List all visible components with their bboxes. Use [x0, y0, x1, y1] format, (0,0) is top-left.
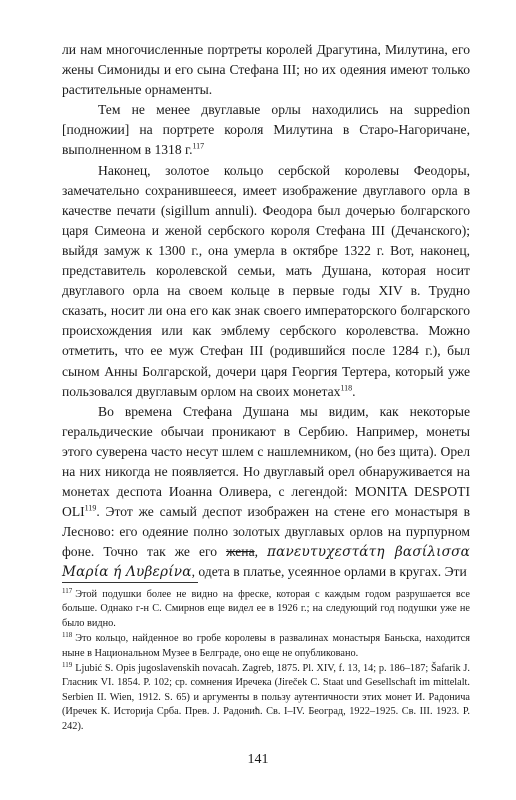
paragraph-4-text-c: , [254, 544, 268, 560]
footnote-separator [62, 582, 198, 583]
footnote-number: 119 [62, 660, 73, 669]
paragraph-2-text: Тем не менее двуглавые орлы находились на suppedion [подножии] на портрете короля Милутина в Старо-Нагоричане, выполненном в 1318 г. [62, 102, 470, 158]
footnote-number: 118 [62, 630, 73, 639]
footnote-117 [62, 588, 470, 631]
page-number: 141 [247, 752, 269, 767]
paragraph-3-text: Наконец, золотое кольцо сербской королевы Феодоры, замечательно сохранившееся, имеет изображение двуглавого орла в качестве печати (sigillum annuli). Феодора был дочерью болгарского царя Симеона и женой сербского короля Стефана III (Дечанского); выйдя замуж к 1300 г., она умерла в октябре 1322 г. Вот, наконец, представитель королевской семьи, мать Душана, которая носит двуглавого орла на своем кольце в первые годы XIV в. Трудно сказать, носит ли она его как знак своего императорского болгарского происхождения или как эмблему сербского королевства. Можно отметить, что ее муж Стефан III (родившийся после 1284 г.), был сыном Анны Болгарской, дочери царя Георгия Тертера, который уже пользовался двуглавым орлом на своих монетах [62, 162, 470, 399]
footnote-number: 117 [62, 586, 73, 595]
paragraph-1-text: ли нам многочисленные портреты королей Драгутина, Милутина, его жены Симониды и его сына Стефана III; но их одеяния имеют только растительные орнаменты. [62, 42, 470, 98]
footnote-ref-117[interactable]: 117 [192, 141, 205, 151]
paragraph-4-text-a: Во времена Стефана Душана мы видим, как некоторые геральдические обычаи проникают в Сербию. Например, монеты этого суверена часто несут шлем с нашлемником, (но без щита). Орел на них никогда не появляется. Но двуглавый орел обнаруживается на монетах деспота Иоанна Оливера, с легендой: MONITA DESPOTI OLI [62, 403, 470, 520]
paragraph-4-text-d: , одета в платье, усеянное орлами в кругах. Эти [191, 564, 467, 580]
footnote-118 [62, 632, 470, 661]
main-text [62, 40, 470, 583]
footnote-text: Это кольцо, найденное во гробе королевы в развалинах монастыря Баньска, находится ныне в Национальном Музее в Белграде, оно еще не опубликовано. [62, 633, 470, 659]
footnote-text: Ljubić S. Opis jugoslavenskih novacah. Zagreb, 1875. Pl. XIV, f. 13, 14; p. 186–187; Šafarik J. Гласник VI. 1854. P. 102; ср. сомнения Иречека (Jireček C. Staat und Gesellschaft im mittelalt. Serbien II. Wien, 1912. S. 65) и аргументы в пользу аутентичности этих монет И. Радонича (Иречек К. Историја Срба. Прев. Ј. Радонић. Св. I–IV. Београд, 1922–1925. Св. III. 1923. P. 242). [62, 663, 470, 732]
footnote-text: Этой подушки более не видно на фреске, которая с каждым годом разрушается все больше. Однако г-н С. Смирнов еще видел ее в 1926 г.; на следующий год подушки уже не было видно. [62, 589, 470, 629]
footnote-119 [62, 662, 470, 734]
paragraph-1 [62, 40, 470, 100]
struck-word: жена [226, 544, 255, 560]
footnote-ref-119[interactable]: 119 [84, 503, 97, 513]
paragraph-4 [62, 402, 470, 583]
footnotes [62, 588, 470, 735]
paragraph-4-text-b: . Этот же самый деспот изображен на стене его монастыря в Лесново: его одеяние полно золотых двуглавых орлов на пурпурном фоне. Точно так же его [62, 504, 470, 560]
paragraph-3: Наконец, золотое кольцо сербской королевы Феодоры, замечательно сохранившееся, имеет изображение двуглавого орла в качестве печати (sigillum annuli). Феодора был дочерью болгарского царя Симеона и женой сербского короля Стефана III (Дечанского); выйдя замуж к 1300 г., она умерла в октябре 1322 г. Вот, наконец, представитель королевской семьи, мать Душана, которая носит двуглавого орла на своем кольце в первые годы XIV в. Трудно сказать, носит ли она его как знак своего императорского болгарского происхождения или как эмблему сербского королевства. Можно отметить, что ее муж Стефан III (родившийся после 1284 г.), был сыном Анны Болгарской, дочери царя Георгия Тертера, который уже пользовался двуглавым орлом на своих монетах$^{118}$. [62, 162, 470, 399]
footnote-ref-118[interactable]: 118 [340, 383, 353, 393]
paragraph-2 [62, 100, 470, 160]
greek-inscription: πανευτυχεστάτη βασίλισσα Μαρία ή Λυβερίνα [62, 544, 471, 581]
